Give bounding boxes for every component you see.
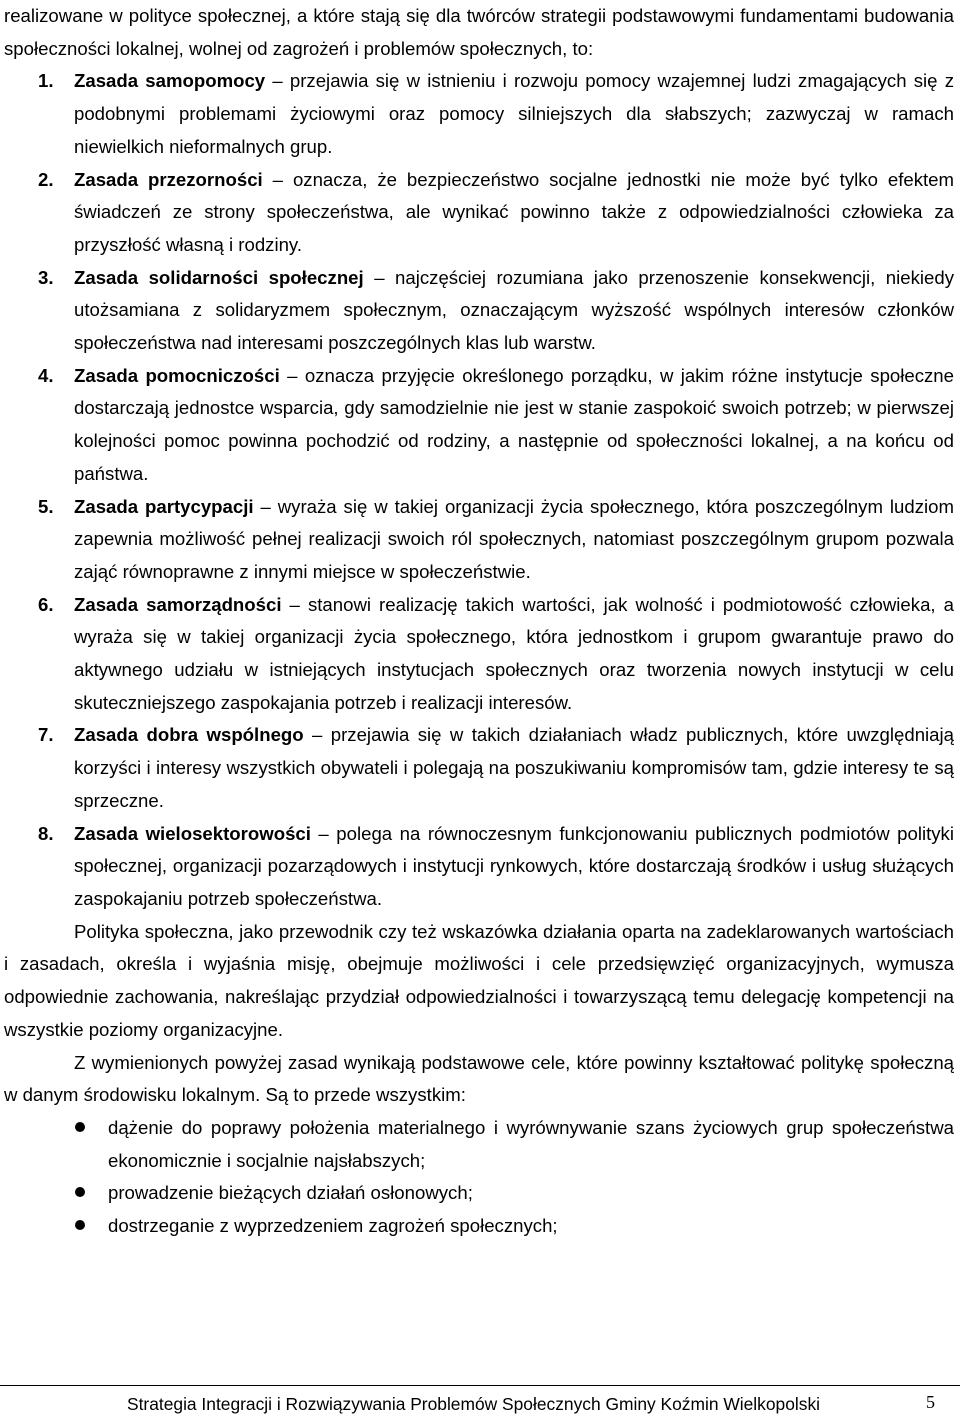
footer-title: Strategia Integracji i Rozwiązywania Problemów Społecznych Gminy Koźmin Wielkopolski [127,1394,821,1414]
principle-dash: – [310,822,337,844]
principle-item [4,719,954,817]
principle-item [4,65,954,163]
principle-text: oznacza przyjęcie określonego porządku, w jakim różne instytucje społeczne dostarczają jednostce wsparcia, gdy samodzielnie nie jest w stanie zaspokoić swoich potrzeb; w pierwszej kolejności pomoc powinna pochodzić od rodziny, a następnie od społeczności lokalnej, a na końcu od państwa. [74,364,954,484]
policy-paragraph: Polityka społeczna, jako przewodnik czy też wskazówka działania oparta na zadeklarowanych wartościach i zasadach, określa i wyjaśnia misję, obejmuje możliwości i cele przedsięwzięć organizacyjnych, wymusza odpowiednie zachowania, nakreślając przydział odpowiedzialności i towarzyszącą temu delegację kompetencji na wszystkie poziomy organizacyjne. [4,920,954,1040]
principle-number: 6. [38,593,54,615]
principle-text: przejawia się w istnieniu i rozwoju pomocy wzajemnej ludzi zmagających się z podobnymi problemami życiowymi oraz pomocy silniejszych dla słabszych; zazwyczaj w ramach niewielkich nieformalnych grup. [74,70,954,157]
principle-name: Zasada partycypacji [74,495,254,517]
principle-item [4,491,954,589]
goal-text: prowadzenie bieżących działań osłonowych; [108,1182,473,1204]
goal-text: dążenie do poprawy położenia materialnego i wyrównywanie szans życiowych grup społeczeństwa ekonomicznie i socjalnie najsłabszych; [108,1116,954,1171]
principle-dash: – [253,495,278,517]
document-page [4,0,954,1243]
goal-item [4,1210,954,1243]
principle-name: Zasada samopomocy [74,70,266,92]
goal-item [4,1112,954,1177]
principle-number: 2. [38,168,54,190]
principle-name: Zasada pomocniczości [74,364,280,386]
principle-dash: – [265,70,290,92]
principle-number: 4. [38,364,54,386]
principle-text: przejawia się w takich działaniach władz publicznych, które uwzględniają korzyści i interesy wszystkich obywateli i polegają na poszukiwaniu kompromisów tam, gdzie interesy te są sprzeczne. [74,724,954,811]
principle-number: 1. [38,70,54,92]
bullet-icon [75,1187,85,1197]
principle-dash: – [279,364,305,386]
principle-item [4,164,954,262]
principle-text: oznacza, że bezpieczeństwo socjalne jednostki nie może być tylko efektem świadczeń ze strony społeczeństwa, ale wynikać powinno także z odpowiedzialności człowieka za przyszłość własną i rodziny. [74,168,954,255]
principle-name: Zasada wielosektorowości [74,822,311,844]
page-footer [0,1385,960,1414]
bullet-icon [75,1122,85,1132]
principle-dash: – [363,266,396,288]
bullet-icon [75,1220,85,1230]
goals-intro-paragraph: Z wymienionych powyżej zasad wynikają podstawowe cele, które powinny kształtować politykę społeczną w danym środowisku lokalnym. Są to przede wszystkim: [4,1051,954,1106]
principle-number: 3. [38,266,54,288]
principle-item [4,589,954,720]
principle-name: Zasada samorządności [74,593,282,615]
principle-number: 8. [38,822,54,844]
goal-item [4,1177,954,1210]
principle-text: polega na równoczesnym funkcjonowaniu publicznych podmiotów polityki społecznej, organizacji pozarządowych i instytucji rynkowych, które dostarczają środków i usług służących zaspokajaniu potrzeb społeczeństwa. [74,822,954,909]
goal-text: dostrzeganie z wyprzedzeniem zagrożeń społecznych; [108,1215,558,1237]
principle-number: 7. [38,724,54,746]
intro-paragraph: realizowane w polityce społecznej, a które stają się dla twórców strategii podstawowymi fundamentami budowania społeczności lokalnej, wolnej od zagrożeń i problemów społecznych, to: [4,5,954,59]
principle-item [4,360,954,491]
principle-name: Zasada przezorności [74,168,263,190]
principle-number: 5. [38,495,54,517]
goals-list [4,1112,954,1243]
principle-text: stanowi realizację takich wartości, jak wolność i podmiotowość człowieka, a wyraża się w takiej organizacji życia społecznego, która jednostkom i grupom gwarantuje prawo do aktywnego udziału w istniejących instytucjach społecznych oraz tworzenia nowych instytucji w celu skuteczniejszego zaspokajania potrzeb i realizacji interesów. [74,593,954,713]
principle-name: Zasada solidarności społecznej [74,266,364,288]
principle-text: najczęściej rozumiana jako przenoszenie konsekwencji, niekiedy utożsamiana z solidaryzmem społecznym, oznaczającym wyższość wspólnych interesów członków społeczeństwa nad interesami poszczególnych klas lub warstw. [74,266,954,354]
principle-dash: – [281,593,308,615]
principle-dash: – [262,168,293,190]
principle-name: Zasada dobra wspólnego [74,724,304,746]
principle-text: wyraża się w takiej organizacji życia społecznego, która poszczególnym ludziom zapewnia możliwość pełnej realizacji swoich ról społecznych, natomiast poszczególnym grupom pozwala zająć równoprawne z innymi miejsce w społeczeństwie. [74,495,954,582]
principle-item [4,262,954,360]
page-number: 5 [926,1392,935,1412]
principle-dash: – [303,724,331,746]
principle-item [4,818,954,916]
principles-list [4,65,954,915]
